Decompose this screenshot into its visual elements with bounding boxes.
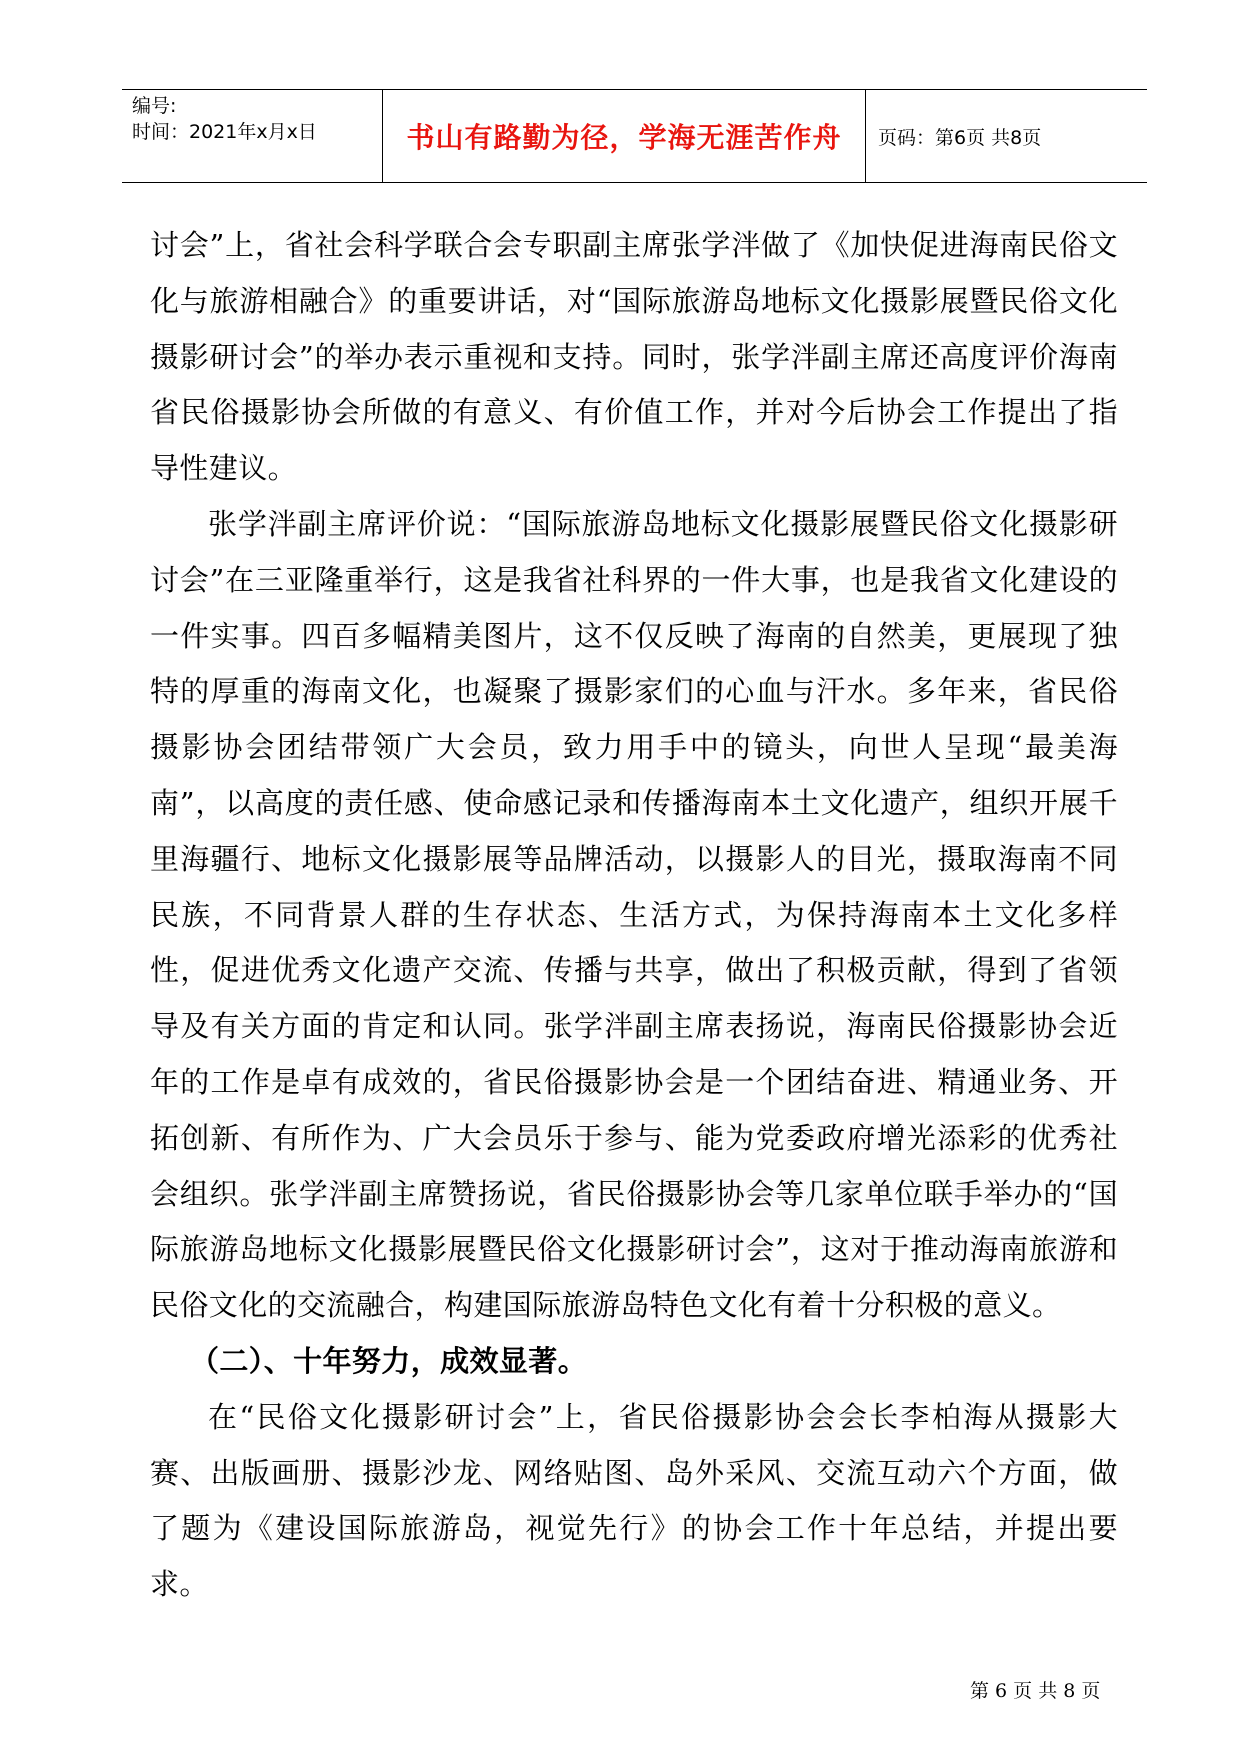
paragraph-continued: 讨会”上，省社会科学联合会专职副主席张学泮做了《加快促进海南民俗文化与旅游相融合》的重要讲话，对“国际旅游岛地标文化摄影展暨民俗文化摄影研讨会”的举办表示重视和支持。同时，张学泮副主席还高度评价海南省民俗摄影协会所做的有意义、有价值工作，并对今后协会工作提出了指导性建议。	[150, 228, 1118, 486]
document-body	[150, 218, 1118, 1613]
document-number-label: 编号:	[132, 95, 177, 117]
page-header	[122, 89, 1147, 183]
section-heading: （二）、十年努力，成效显著。	[190, 1343, 588, 1378]
document-time: 时间：2021年x月x日	[132, 121, 317, 143]
header-left-cell	[122, 90, 383, 182]
header-motto: 书山有路勤为径，学海无涯苦作舟	[383, 90, 866, 182]
paragraph: 张学泮副主席评价说：“国际旅游岛地标文化摄影展暨民俗文化摄影研讨会”在三亚隆重举行，这是我省社科界的一件大事，也是我省文化建设的一件实事。四百多幅精美图片，这不仅反映了海南的自然美，更展现了独特的厚重的海南文化，也凝聚了摄影家们的心血与汗水。多年来，省民俗摄影协会团结带领广大会员，致力用手中的镜头，向世人呈现“最美海南”，以高度的责任感、使命感记录和传播海南本土文化遗产，组织开展千里海疆行、地标文化摄影展等品牌活动，以摄影人的目光，摄取海南不同民族，不同背景人群的生存状态、生活方式，为保持海南本土文化多样性，促进优秀文化遗产交流、传播与共享，做出了积极贡献，得到了省领导及有关方面的肯定和认同。张学泮副主席表扬说，海南民俗摄影协会近年的工作是卓有成效的，省民俗摄影协会是一个团结奋进、精通业务、开拓创新、有所作为、广大会员乐于参与、能为党委政府增光添彩的优秀社会组织。张学泮副主席赞扬说，省民俗摄影协会等几家单位联手举办的“国际旅游岛地标文化摄影展暨民俗文化摄影研讨会”，这对于推动海南旅游和民俗文化的交流融合，构建国际旅游岛特色文化有着十分积极的意义。	[150, 506, 1118, 1323]
page-footer: 第 6 页 共 8 页	[970, 1680, 1101, 1702]
paragraph: 在“民俗文化摄影研讨会”上，省民俗摄影协会会长李柏海从摄影大赛、出版画册、摄影沙龙、网络贴图、岛外采风、交流互动六个方面，做了题为《建设国际旅游岛，视觉先行》的协会工作十年总结，并提出要求。	[150, 1399, 1118, 1602]
header-page-info: 页码：第6页 共8页	[878, 126, 1042, 149]
